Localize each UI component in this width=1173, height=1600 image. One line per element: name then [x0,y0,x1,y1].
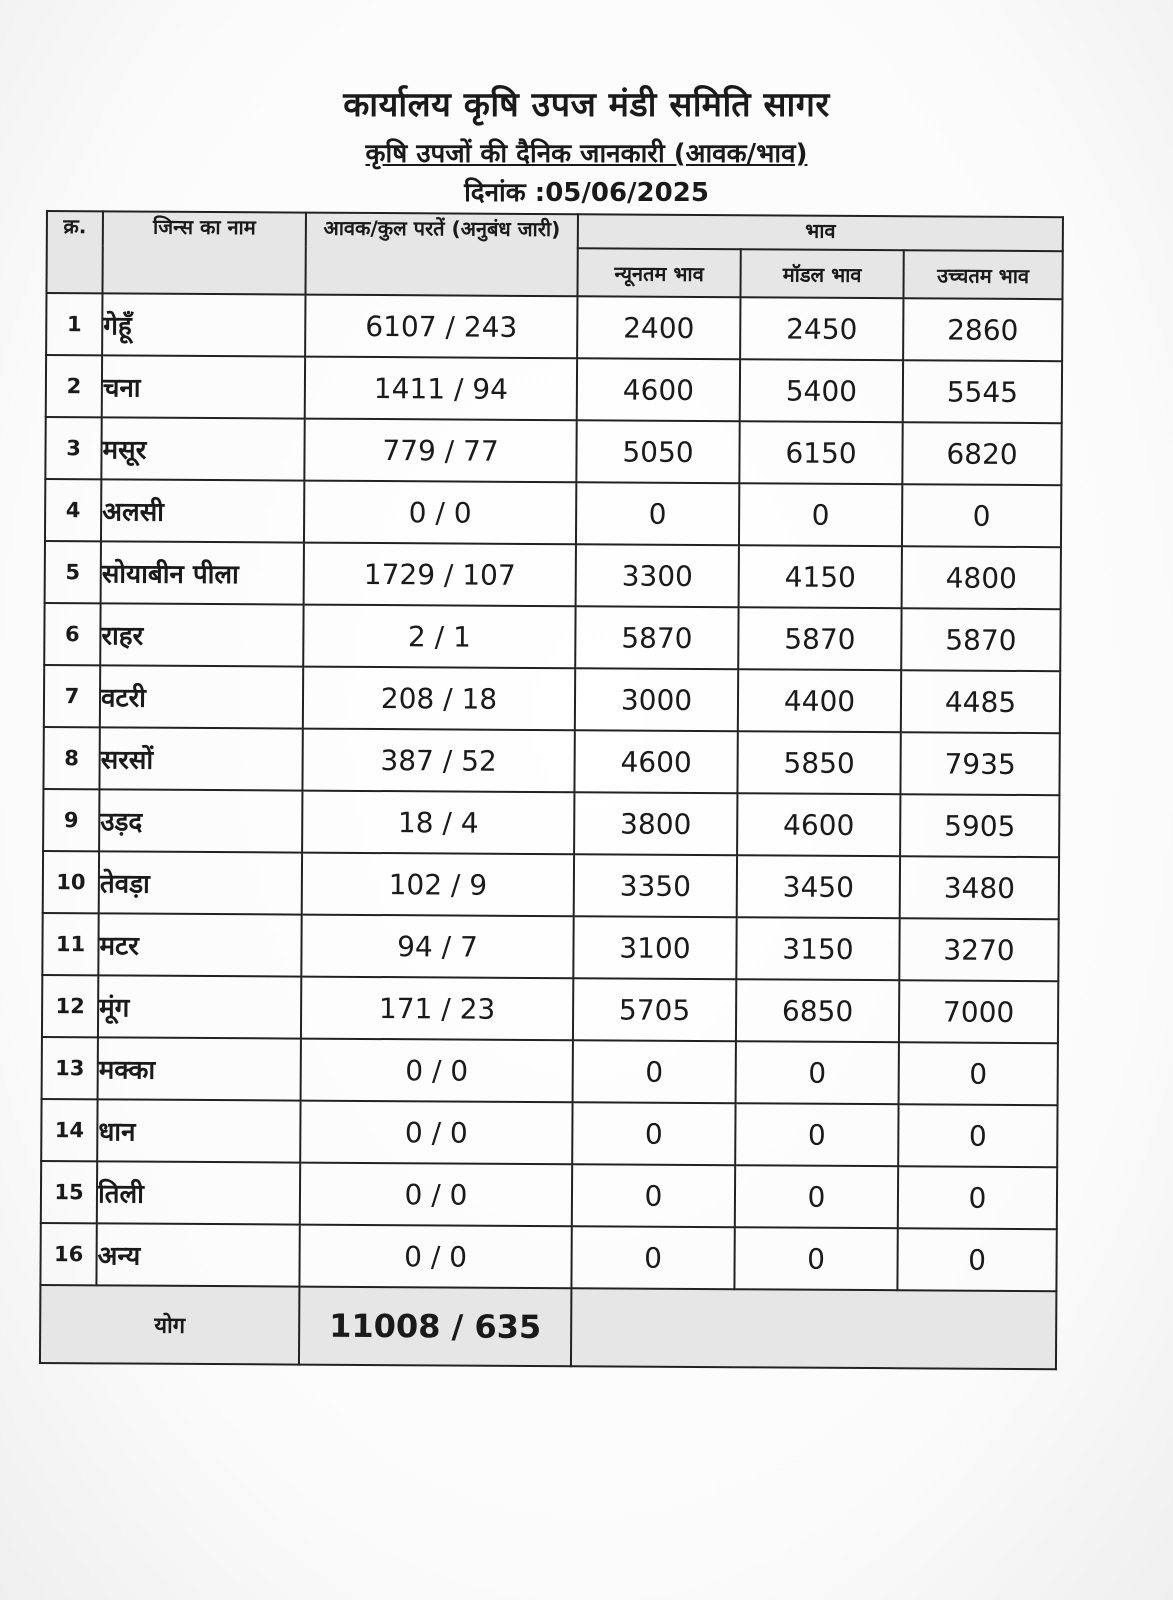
row-min-price: 2400 [577,296,740,359]
table-row [45,541,1061,609]
row-max-price: 0 [897,1228,1056,1291]
total-price-blank [571,1288,1056,1369]
row-min-price: 0 [572,1102,735,1165]
table-row [46,355,1062,423]
row-max-price: 3480 [900,856,1059,919]
row-model-price: 4150 [739,545,902,608]
table-row [44,665,1060,733]
row-min-price: 3350 [574,854,737,917]
row-commodity: गेहूँ [102,293,305,356]
table-row [44,603,1060,671]
row-model-price: 0 [734,1227,897,1290]
row-sn: 8 [43,727,99,789]
row-arrival: 1729 / 107 [304,543,576,607]
row-commodity: तेवड़ा [99,851,302,914]
table-row [45,417,1061,485]
col-header-sn: क्र. [46,211,102,293]
row-min-price: 0 [572,1164,735,1227]
row-arrival: 387 / 52 [302,729,574,793]
row-model-price: 0 [735,1103,898,1166]
row-commodity: उड़द [99,789,302,852]
row-arrival: 94 / 7 [301,915,573,979]
row-min-price: 0 [573,1040,736,1103]
row-arrival: 0 / 0 [301,1039,573,1103]
row-model-price: 3450 [737,855,900,918]
row-commodity: चना [102,355,305,418]
row-model-price: 6150 [739,421,902,484]
row-sn: 14 [41,1099,97,1161]
row-arrival: 208 / 18 [303,667,575,731]
table-row [41,1161,1057,1229]
row-max-price: 2860 [903,298,1062,361]
row-model-price: 2450 [740,297,903,360]
row-commodity: राहर [100,603,303,666]
row-commodity: धान [97,1099,300,1162]
row-sn: 5 [45,541,101,603]
row-model-price: 0 [735,1165,898,1228]
row-sn: 4 [45,479,101,541]
row-min-price: 5870 [575,606,738,669]
row-commodity: सोयाबीन पीला [101,541,304,604]
report-subtitle: कृषि उपजों की दैनिक जानकारी (आवक/भाव) [365,139,808,169]
row-sn: 7 [44,665,100,727]
row-sn: 11 [42,913,98,975]
row-arrival: 779 / 77 [304,419,576,483]
table-row [45,479,1061,547]
row-max-price: 5870 [901,608,1060,671]
row-min-price: 0 [571,1226,734,1289]
row-model-price: 3150 [736,917,899,980]
row-min-price: 5705 [573,978,736,1041]
row-max-price: 5905 [900,794,1059,857]
row-min-price: 3300 [576,544,739,607]
table-row [42,1037,1058,1105]
table-row [43,789,1059,857]
row-model-price: 0 [739,483,902,546]
row-sn: 16 [40,1223,96,1285]
row-arrival: 1411 / 94 [305,357,577,421]
table-row [43,851,1059,919]
row-sn: 3 [45,417,101,479]
mandi-rates-table [39,210,1064,1370]
row-max-price: 5545 [903,360,1062,423]
row-model-price: 5400 [740,359,903,422]
office-title: कार्यालय कृषि उपज मंडी समिति सागर [343,85,830,125]
table-row [41,1099,1057,1167]
table-row [43,727,1059,795]
row-sn: 10 [43,851,99,913]
row-commodity: मसूर [101,417,304,480]
row-max-price: 6820 [902,422,1061,485]
row-arrival: 6107 / 243 [305,295,577,359]
row-arrival: 18 / 4 [302,791,574,855]
table-row [42,913,1058,981]
row-max-price: 0 [898,1166,1057,1229]
total-label: योग [40,1285,299,1365]
col-header-model-price: मॉडल भाव [740,249,903,298]
report-date: दिनांक :05/06/2025 [464,178,709,208]
row-model-price: 5870 [738,607,901,670]
row-sn: 2 [46,355,102,417]
row-model-price: 5850 [737,731,900,794]
row-arrival: 0 / 0 [304,481,576,545]
row-commodity: तिली [97,1161,300,1224]
row-min-price: 3100 [573,916,736,979]
row-min-price: 4600 [577,358,740,421]
row-sn: 1 [46,293,102,355]
row-sn: 15 [41,1161,97,1223]
col-header-max-price: उच्चतम भाव [903,250,1062,299]
row-arrival: 0 / 0 [300,1163,572,1227]
row-min-price: 5050 [576,420,739,483]
total-arrival: 11008 / 635 [299,1287,571,1367]
row-max-price: 0 [899,1042,1058,1105]
col-header-min-price: न्यूनतम भाव [577,248,740,297]
row-model-price: 4400 [738,669,901,732]
row-commodity: अन्य [96,1223,299,1286]
row-max-price: 4800 [902,546,1061,609]
row-sn: 6 [44,603,100,665]
row-max-price: 4485 [901,670,1060,733]
row-arrival: 0 / 0 [299,1225,571,1289]
row-sn: 12 [42,975,98,1037]
col-header-name: जिन्स का नाम [102,211,305,294]
table-row [46,293,1062,361]
row-model-price: 0 [736,1041,899,1104]
row-sn: 9 [43,789,99,851]
row-commodity: मटर [98,913,301,976]
row-model-price: 6850 [736,979,899,1042]
row-arrival: 102 / 9 [302,853,574,917]
row-commodity: वटरी [100,665,303,728]
col-header-arrival: आवक/कुल परतें (अनुबंध जारी) [305,213,577,297]
row-min-price: 3000 [575,668,738,731]
row-sn: 13 [42,1037,98,1099]
row-max-price: 7935 [900,732,1059,795]
row-commodity: मक्का [98,1037,301,1100]
row-min-price: 4600 [574,730,737,793]
row-commodity: सरसों [99,727,302,790]
row-model-price: 4600 [737,793,900,856]
row-commodity: अलसी [101,479,304,542]
row-max-price: 3270 [899,918,1058,981]
row-min-price: 3800 [574,792,737,855]
table-row [42,975,1058,1043]
total-row [40,1285,1056,1369]
col-header-price-group: भाव [578,214,1063,251]
row-arrival: 2 / 1 [303,605,575,669]
row-min-price: 0 [576,482,739,545]
row-max-price: 0 [902,484,1061,547]
row-arrival: 171 / 23 [301,977,573,1041]
row-commodity: मूंग [98,975,301,1038]
row-max-price: 0 [898,1104,1057,1167]
table-row [40,1223,1056,1291]
row-arrival: 0 / 0 [300,1101,572,1165]
row-max-price: 7000 [899,980,1058,1043]
